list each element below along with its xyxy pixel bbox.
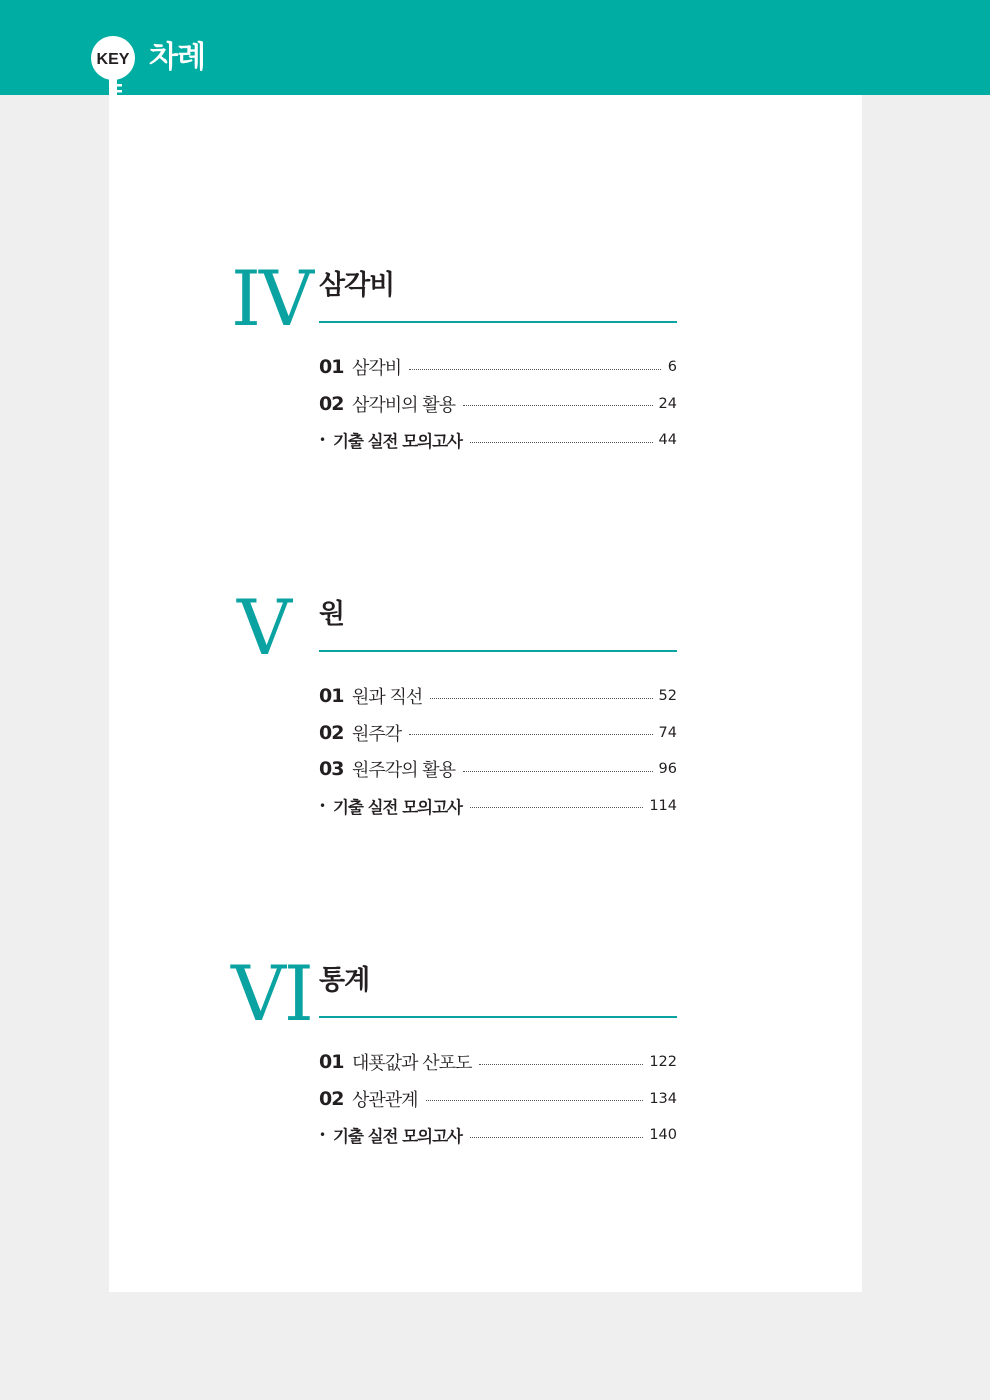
dot-leader: [470, 807, 643, 808]
entry-number: 02: [319, 721, 344, 744]
toc-entry[interactable]: [319, 1044, 677, 1081]
chapter-divider: [319, 321, 677, 323]
header-bar: [0, 0, 990, 95]
chapter-entries: [319, 1044, 677, 1154]
entry-number: 01: [319, 356, 344, 379]
entry-label: 원주각의 활용: [352, 760, 456, 782]
entry-page: 114: [649, 797, 677, 814]
entry-label: 원주각: [352, 723, 402, 745]
chapter-numeral: V: [237, 583, 290, 672]
chapter-entries: [319, 349, 677, 459]
entry-page: 6: [667, 359, 677, 376]
entry-label: 원과 직선: [352, 687, 423, 709]
chapter-divider: [319, 650, 677, 652]
dot-leader: [470, 1137, 643, 1138]
dot-leader: [463, 771, 652, 772]
toc-entry[interactable]: [319, 386, 677, 423]
entry-number: 03: [319, 758, 344, 781]
dot-leader: [463, 405, 652, 406]
logo-text: KEY: [96, 51, 130, 68]
entry-number: 02: [319, 392, 344, 415]
entry-number: 01: [319, 685, 344, 708]
toc-entry[interactable]: [319, 1081, 677, 1118]
dot-leader: [409, 734, 652, 735]
entry-page: 24: [658, 395, 677, 412]
bullet-icon: •: [319, 1128, 327, 1143]
chapter-title: 삼각비: [319, 270, 395, 301]
chapter-numeral: VI: [231, 949, 312, 1038]
entry-label: 삼각비: [352, 358, 402, 380]
toc-entry[interactable]: [319, 349, 677, 386]
chapter-entries: [319, 678, 677, 824]
bullet-icon: •: [319, 798, 327, 813]
toc-entry[interactable]: [319, 715, 677, 752]
chapter-divider: [319, 1016, 677, 1018]
dot-leader: [470, 442, 653, 443]
key-logo-icon: [88, 33, 138, 97]
dot-leader: [426, 1100, 644, 1101]
toc-entry-exam[interactable]: [319, 422, 677, 459]
toc-entry[interactable]: [319, 678, 677, 715]
entry-page: 122: [649, 1054, 677, 1071]
entry-label: 상관관계: [352, 1089, 418, 1111]
toc-entry-exam[interactable]: [319, 1117, 677, 1154]
entry-label: 대푯값과 산포도: [352, 1053, 472, 1075]
entry-label: 기출 실전 모의고사: [333, 1127, 463, 1147]
entry-page: 52: [658, 688, 677, 705]
toc-entry[interactable]: [319, 751, 677, 788]
entry-label: 기출 실전 모의고사: [333, 797, 463, 817]
entry-label: 삼각비의 활용: [352, 394, 456, 416]
entry-number: 01: [319, 1051, 344, 1074]
dot-leader: [409, 369, 661, 370]
dot-leader: [479, 1064, 643, 1065]
entry-page: 134: [649, 1090, 677, 1107]
dot-leader: [430, 698, 652, 699]
chapter-numeral: IV: [231, 254, 312, 343]
toc-page: [109, 95, 862, 1292]
entry-page: 140: [649, 1127, 677, 1144]
entry-page: 44: [658, 432, 677, 449]
entry-number: 02: [319, 1087, 344, 1110]
entry-label: 기출 실전 모의고사: [333, 432, 463, 452]
entry-page: 74: [658, 724, 677, 741]
chapter-title: 통계: [319, 965, 370, 996]
toc-entry-exam[interactable]: [319, 788, 677, 825]
entry-page: 96: [658, 761, 677, 778]
chapter-title: 원: [319, 599, 345, 630]
bullet-icon: •: [319, 433, 327, 448]
page-title: 차례: [149, 40, 205, 75]
